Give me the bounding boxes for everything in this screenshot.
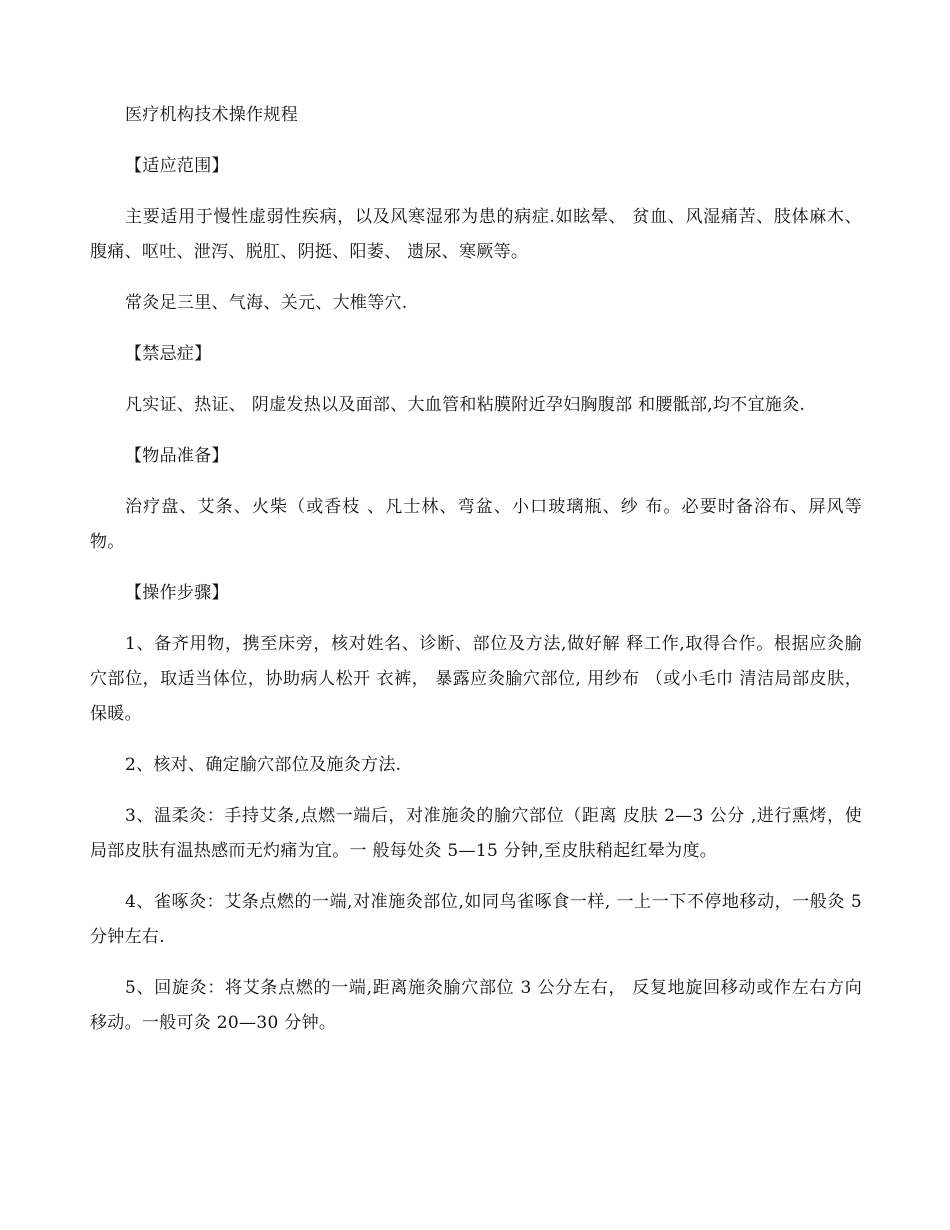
contraindications-heading: 【禁忌症】 [125,344,212,364]
indications-heading: 【适应范围】 [125,156,229,176]
common-points-text: 常灸足三里、气海、关元、大椎等穴. [125,293,408,313]
steps-heading: 【操作步骤】 [125,583,229,603]
step-2: 2、核对、确定腧穴部位及施灸方法. [125,755,402,775]
indications-text: 主要适用于慢性虚弱性疾病，以及风寒湿邪为患的病症.如眩晕、 贫血、风湿痛苦、肢体麻木、腹痛、呕吐、泄泻、脱肛、阴挺、阳萎、 遗尿、寒厥等。 [90,207,862,262]
document-title: 医疗机构技术操作规程 [125,105,298,125]
step-3: 3、温柔灸：手持艾条,点燃一端后，对准施灸的腧穴部位（距离 皮肤 2—3 公分 ,进行熏烤，使局部皮肤有温热感而无灼痛为宜。一 般每处灸 5—15 分钟,至皮肤稍起红晕为度。 [90,806,862,861]
supplies-heading: 【物品准备】 [125,446,229,466]
step-1: 1、备齐用物，携至床旁，核对姓名、诊断、部位及方法,做好解 释工作,取得合作。根据应灸腧穴部位，取适当体位，协助病人松开 衣裤， 暴露应灸腧穴部位, 用纱布 （或小毛巾 清洁局部皮肤， 保暖。 [90,634,862,724]
document-body [90,98,862,1057]
step-5: 5、回旋灸：将艾条点燃的一端,距离施灸腧穴部位 3 公分左右， 反复地旋回移动或作左右方向移动。一般可灸 20—30 分钟。 [90,978,862,1033]
step-4: 4、雀啄灸：艾条点燃的一端,对准施灸部位,如同鸟雀啄食一样, 一上一下不停地移动，一般灸 5 分钟左右. [90,892,862,947]
contraindications-text: 凡实证、热证、 阴虚发热以及面部、大血管和粘膜附近孕妇胸腹部 和腰骶部,均不宜施灸. [125,395,806,415]
supplies-text: 治疗盘、艾条、火柴（或香枝 、凡士林、弯盆、小口玻璃瓶、纱 布。必要时备浴布、屏风等物。 [90,497,862,552]
